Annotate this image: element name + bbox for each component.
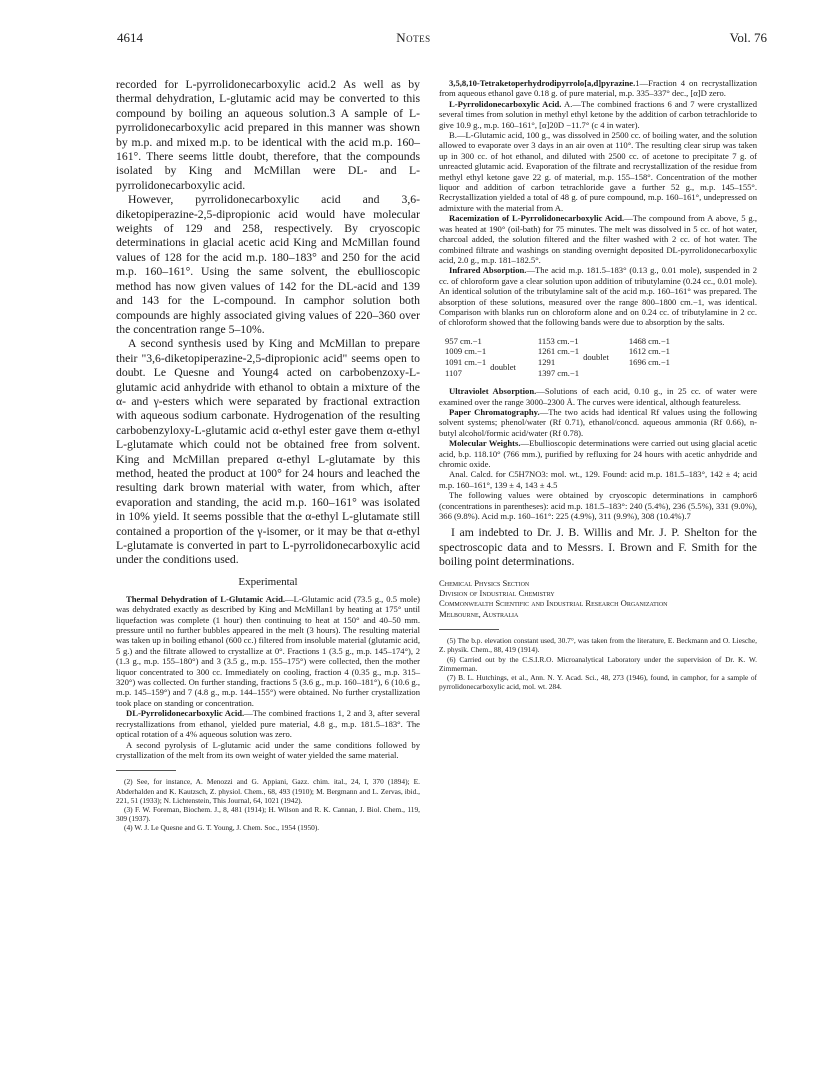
band-value: 1009 cm.−1 xyxy=(445,346,487,357)
paragraph: A second synthesis used by King and McMillan to prepare their "3,6-diketopiperazine-2,5-dipropionic acid" seems open to doubt. Le Quesne and Young4 acted on carbobenzoxy-L-glutamic acid anhydride with ethanol to obtain a mixture of the α- and γ-esters which were separated by fractional extraction with aqueous sodium carbonate. Hydrogenation of the resulting carbobenzyloxy-L-glutamic acid α-ethyl ester gave them α-ethyl L-glutamate which could not be obtained free from solvent. King and McMillan prepared α-ethyl L-glutamate by this method, heated the product at 100° for 24 hours and leached the resulting dark brown material with water, from which, after evaporation and standing, the acid m.p. 160–161° was isolated in 10% yield. It seems possible that the α-ethyl L-glutamate still contained a proportion of the γ-isomer, or it may be that α-ethyl L-glutamate is converted in part to L-pyrrolidonecarboxylic acid under the conditions used. xyxy=(116,337,420,567)
subsection-text: —The combined fractions 1, 2 and 3, after several recrystallizations from ethanol, yielded pure material, 4.8 g., m.p. 181.5–183°. The optical rotation of a 4% aqueous solution was zero. xyxy=(116,708,421,740)
paragraph: recorded for L-pyrrolidonecarboxylic acid.2 As well as by thermal dehydration, L-glutamic acid may be converted to this compound by boiling an aqueous solution.3 A sample of L-pyrrolidonecarboxylic acid prepared in this manner was shown by m.p. and mixed m.p. to be identical with the acid m.p. 160–161°. There seems little doubt, therefore, that the compounds isolated by King and McMillan were DL- and L-pyrrolidonecarboxylic acid. xyxy=(116,78,420,192)
footnote: (6) Carried out by the C.S.I.R.O. Microanalytical Laboratory under the supervision of Dr. K. W. Zimmerman. xyxy=(439,654,757,673)
band-value: 1612 cm.−1 xyxy=(628,346,670,357)
subsection-head: L-Pyrrolidonecarboxylic Acid. xyxy=(449,98,562,109)
footnote-rule xyxy=(116,770,176,771)
subsection-text: 1—Fraction 4 on recrystallization from aqueous ethanol gave 0.18 g. of pure material, m.p. 335–337° dec., [α]D zero. xyxy=(439,78,757,99)
subsection-head: Molecular Weights. xyxy=(449,438,521,449)
band-value: 957 cm.−1 xyxy=(445,335,482,346)
experimental-heading: Experimental xyxy=(238,575,298,588)
band-value: 1397 cm.−1 xyxy=(537,367,580,378)
subsection-text: —The compound from A above, 5 g., was heated at 190° (oil-bath) for 75 minutes. The melt was dissolved in 5 cc. of hot water, charcoal added, the solution filtered and the filter washed with 2 cc. of hot water. The combined filtrate and washings on standing overnight deposited DL-pyrrolidonecarboxylic acid, 2.0 g., m.p. 181–182.5°. xyxy=(439,213,757,265)
footnotes xyxy=(116,777,420,832)
footnote: (4) W. J. Le Quesne and G. T. Young, J. Chem. Soc., 1954 (1950). xyxy=(124,823,320,833)
band-value: 1153 cm.−1 xyxy=(537,335,579,346)
band-value: 1261 cm.−1 xyxy=(537,346,580,357)
page-number: 4614 xyxy=(117,30,143,45)
footnotes xyxy=(439,636,757,691)
left-column xyxy=(116,78,420,833)
affiliation-line: Melbourne, Australia xyxy=(439,608,519,619)
acknowledgement xyxy=(439,526,757,569)
section-title: Notes xyxy=(396,30,431,45)
experimental-text xyxy=(116,594,420,761)
affiliation-line: Division of Industrial Chemistry xyxy=(439,588,555,599)
band-value: 1291 xyxy=(537,356,556,367)
volume-label: Vol. 76 xyxy=(729,30,767,45)
paragraph: A second pyrolysis of L-glutamic acid under the same conditions followed by crystallization of the melt from its own weight of water yielded the same material. xyxy=(116,739,420,760)
paragraph: B.—L-Glutamic acid, 100 g., was dissolved in 2500 cc. of boiling water, and the solution allowed to evaporate over 3 days in an air oven at 110°. The resulting clear sirup was taken up in 300 cc. of hot ethanol, and diluted with 2500 cc. of acetone to precipitate 7 g. of unreacted glutamic acid. Evaporation of the filtrate and recrystallization of the residue from methyl ethyl ketone gave 22 g. of material, m.p. 155–158°. Concentration of the mother liquor and addition of carbon tetrachloride gave a further 52 g., m.p. 145–155°. Recrystallization yielded a total of 48 g. of pure compound, m.p. 160–161°, undepressed on admixture with the material from A. xyxy=(439,130,757,213)
running-header xyxy=(0,30,827,48)
footnote-rule xyxy=(439,629,499,630)
infrared-bands-table xyxy=(445,336,674,378)
doublet-label: doublet xyxy=(490,362,516,373)
footnote: (3) F. W. Foreman, Biochem. J., 8, 481 (1914); H. Wilson and R. K. Cannan, J. Biol. Chem., 119, 309 (1937). xyxy=(116,804,420,824)
subsection-head: 3,5,8,10-Tetraketoperhydrodipyrrolo[a,d]pyrazine. xyxy=(449,78,636,88)
affiliation-block xyxy=(439,578,757,620)
analysis-line: Anal. Calcd. for C5H7NO3: mol. wt., 129. Found: acid m.p. 181.5–183°, 142 ± 4; acid m.p. 160–161°, 139 ± 4, 143 ± 4.5 xyxy=(439,469,757,490)
subsection-text: —L-Glutamic acid (73.5 g., 0.5 mole) was dehydrated exactly as described by King and McMillan1 by heating at 175° until liquefaction was complete (1 hour) then continuing to heat at 150° and 40–50 mm. pressure until no further bubbles appeared in the melt (3 hours). The resulting material was taken up in boiling ethanol (600 cc.) filtered from insoluble material (glutamic acid, 5 g.) and the filtrate allowed to crystallize at 0°. Fractions 1 (3.5 g., m.p. 145–174°), 2 (1.3 g., m.p. 155–180°) and 3 (3.5 g., m.p. 155–175°) were collected, then the mother liquor concentrated to 300 cc. Immediately on cooling, fraction 4 (0.35 g., m.p. 315–320°) was collected. On further standing, fractions 5 (3.6 g., m.p. 160–181°), 6 (10.6 g., m.p. 145–159°) and 7 (4.8 g., m.p. 144–155°) were obtained. No further crystallization took place on standing or concentration. xyxy=(116,593,420,708)
subsection-text: —The acid m.p. 181.5–183° (0.13 g., 0.01 mole), suspended in 2 cc. of chloroform gave a clear solution upon addition of tributylamine (0.24 cc., 0.01 mole). An identical solution of the tributylamine salt of the acid m.p. 160–161° was prepared. The absorption of these solutions, measured over the range 800–1800 cm.−1, was identical. Comparison with blanks run on chloroform alone and on 0.24 cc. of tributylamine in 2 cc. of chloroform showed that the following bands were due to absorption by the salts. xyxy=(439,265,757,328)
experimental-text-continued-2 xyxy=(439,386,757,521)
paragraph: The following values were obtained by cryoscopic determinations in camphor6 (concentrations in parentheses): acid m.p. 181.5–183°: 240 (5.4%), 236 (5.5%), 331 (9.0%), 366 (9.8%). Acid m.p. 160–161°: 225 (4.9%), 311 (9.9%), 308 (10.4%).7 xyxy=(439,490,757,521)
subsection-text: —The two acids had identical Rf values using the following solvent systems; phenol/water (Rf 0.71), ethanol/concd. aqueous ammonia (Rf 0.66), n-butyl alcohol/formic acid/water (Rf 0.78). xyxy=(439,406,757,438)
subsection-head: Thermal Dehydration of L-Glutamic Acid. xyxy=(126,593,286,604)
experimental-text-continued xyxy=(439,78,757,328)
footnote: (2) See, for instance, A. Menozzi and G. Appiani, Gazz. chim. ital., 24, I, 370 (1894); E. Abderhalden and K. Kautzsch, Z. physiol. Chem., 68, 493 (1910); M. Bergmann and L. Zervas, ibid., 221, 51 (1933); N. Lichtenstein, This Journal, 64, 1021 (1942). xyxy=(116,777,420,805)
band-value: 1107 xyxy=(445,367,462,378)
subsection-text: A.—The combined fractions 6 and 7 were crystallized several times from solution in methyl ethyl ketone by the addition of carbon tetrachloride to give 10.9 g., m.p. 160–161°, [α]20D −11.7° (c 4 in water). xyxy=(439,98,757,130)
affiliation-line: Chemical Physics Section xyxy=(439,577,530,588)
right-column xyxy=(439,78,757,691)
band-value: 1468 cm.−1 xyxy=(628,335,670,346)
body-text xyxy=(116,78,420,568)
paragraph: However, pyrrolidonecarboxylic acid and 3,6-diketopiperazine-2,5-dipropionic acid would have molecular weights of 129 and 258, respectively. By cryoscopic determinations in glacial acetic acid King and McMillan found values of 128 for the acid m.p. 180–183° and 250 for the acid m.p. 160–161°. Using the same solvent, the ebullioscopic method has now given values of 142 for the DL-acid and 139 and 143 for the L-compound. In camphor solution both compounds are highly associated giving values of 220–360 over the concentration range 5–10%. xyxy=(116,193,420,336)
subsection-head: DL-Pyrrolidonecarboxylic Acid. xyxy=(126,708,245,719)
subsection-text: —Ebullioscopic determinations were carried out using glacial acetic acid, b.p. 118.10° (766 mm.), purified by refluxing for 24 hours with acetic anhydride and chromic oxide. xyxy=(439,438,757,469)
footnote: (7) B. L. Hutchings, et al., Ann. N. Y. Acad. Sci., 48, 273 (1946), found, in camphor, for a sample of pyrrolidonecarboxylic acid, mol. wt. 284. xyxy=(439,673,757,692)
subsection-head: Ultraviolet Absorption. xyxy=(449,386,537,397)
footnote: (5) The b.p. elevation constant used, 30.7°, was taken from the literature, E. Beckmann and O. Liesche, Z. physik. Chem., 88, 419 (1914). xyxy=(439,636,757,655)
paragraph: I am indebted to Dr. J. B. Willis and Mr. J. P. Shelton for the spectroscopic data and to Messrs. I. Brown and F. Smith for the boiling point determinations. xyxy=(439,526,757,569)
subsection-head: Paper Chromatography. xyxy=(449,406,540,417)
doublet-label: doublet xyxy=(583,351,609,362)
affiliation-line: Commonwealth Scientific and Industrial Research Organization xyxy=(439,598,668,609)
subsection-head: Racemization of L-Pyrrolidonecarboxylic Acid. xyxy=(449,213,625,224)
band-value: 1091 cm.−1 xyxy=(445,356,487,367)
subsection-head: Infrared Absorption. xyxy=(449,265,527,276)
band-value: 1696 cm.−1 xyxy=(628,356,670,367)
subsection-text: —Solutions of each acid, 0.10 g., in 25 cc. of water were examined over the range 3000–2300 Å. The curves were identical, although featureless. xyxy=(439,386,757,407)
